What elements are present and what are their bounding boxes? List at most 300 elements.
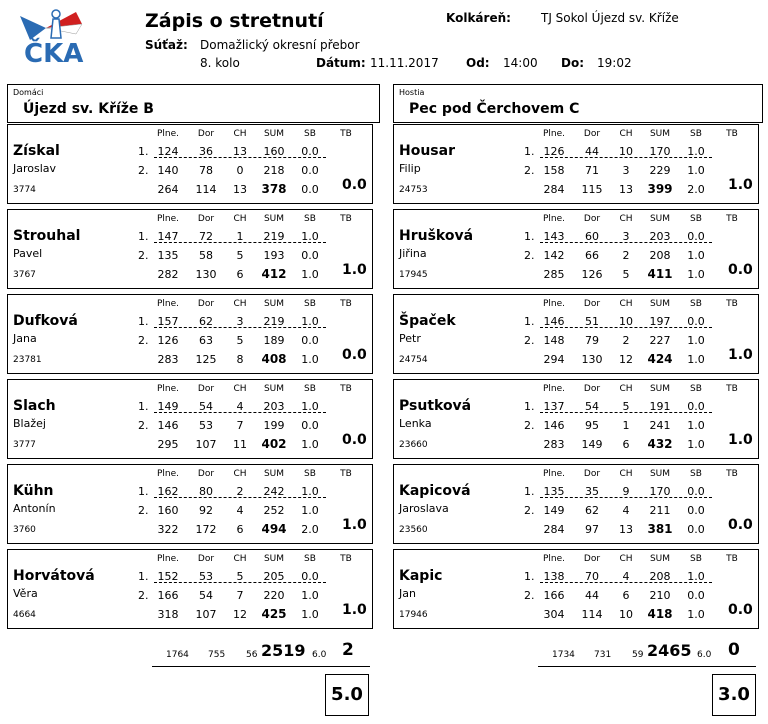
game-cell: 199 xyxy=(263,419,285,432)
column-header: TB xyxy=(340,129,352,139)
game-cell: 54 xyxy=(199,589,213,602)
total-cell: 1.0 xyxy=(687,268,705,281)
player-surname: Psutková xyxy=(399,398,472,414)
game-cell: 92 xyxy=(199,504,213,517)
total-cell: 424 xyxy=(647,352,673,366)
player-surname: Horvátová xyxy=(13,568,95,584)
total-cell: 318 xyxy=(157,608,179,621)
guest-total-underline xyxy=(538,666,756,667)
home-total-ch: 56 xyxy=(246,650,258,660)
player-first-name: Filip xyxy=(399,162,421,175)
column-header: Dor xyxy=(583,299,601,309)
game-cell: 252 xyxy=(263,504,285,517)
total-cell: 399 xyxy=(647,182,673,196)
column-header: SUM xyxy=(649,129,671,139)
column-header: TB xyxy=(726,554,738,564)
total-cell: 149 xyxy=(581,438,603,451)
player-id: 24754 xyxy=(399,355,428,365)
game-cell: 4 xyxy=(622,504,630,517)
column-header: TB xyxy=(340,214,352,224)
game-cell: 1.0 xyxy=(687,164,705,177)
game-number: 1. xyxy=(138,570,149,583)
game-cell: 71 xyxy=(585,164,599,177)
player-box xyxy=(7,124,373,204)
game-cell: 4 xyxy=(622,570,630,583)
column-header: Plne. xyxy=(156,214,180,224)
game-number: 1. xyxy=(138,400,149,413)
column-header: CH xyxy=(233,299,247,309)
column-header: SUM xyxy=(263,214,285,224)
player-surname: Strouhal xyxy=(13,228,81,244)
player-tb: 0.0 xyxy=(728,262,753,278)
column-header: Plne. xyxy=(542,214,566,224)
player-tb: 1.0 xyxy=(728,347,753,363)
game-cell: 218 xyxy=(263,164,285,177)
game-cell: 0.0 xyxy=(687,485,705,498)
total-cell: 284 xyxy=(543,523,565,536)
column-header: SB xyxy=(690,384,702,394)
game-cell: 208 xyxy=(649,570,671,583)
logo-lettering: ČKA xyxy=(24,39,84,68)
column-header: CH xyxy=(619,214,633,224)
game-cell: 189 xyxy=(263,334,285,347)
column-header: TB xyxy=(340,554,352,564)
game-number: 2. xyxy=(524,589,535,602)
guest-total-plne: 1734 xyxy=(552,650,575,660)
game-cell: 72 xyxy=(199,230,213,243)
player-first-name: Petr xyxy=(399,332,421,345)
column-header: SUM xyxy=(649,554,671,564)
game-cell: 140 xyxy=(157,164,179,177)
from-value: 14:00 xyxy=(503,56,538,70)
player-id: 24753 xyxy=(399,185,428,195)
game-number: 1. xyxy=(524,400,535,413)
game-cell: 0.0 xyxy=(301,145,319,158)
player-first-name: Jan xyxy=(399,587,416,600)
player-box xyxy=(7,464,373,544)
guest-team-box xyxy=(393,84,763,123)
game-cell: 147 xyxy=(157,230,179,243)
game-cell: 1.0 xyxy=(687,570,705,583)
total-cell: 130 xyxy=(581,353,603,366)
column-header: CH xyxy=(233,554,247,564)
column-header: Plne. xyxy=(156,299,180,309)
total-cell: 2.0 xyxy=(687,183,705,196)
total-cell: 13 xyxy=(233,183,247,196)
game-cell: 0.0 xyxy=(301,570,319,583)
game-number: 1. xyxy=(524,570,535,583)
column-header: SB xyxy=(304,129,316,139)
guest-total-sum: 2465 xyxy=(647,641,692,660)
game-cell: 138 xyxy=(543,570,565,583)
total-cell: 0.0 xyxy=(301,183,319,196)
date-label: Dátum: xyxy=(316,56,366,70)
game-cell: 78 xyxy=(199,164,213,177)
player-surname: Slach xyxy=(13,398,56,414)
game-cell: 35 xyxy=(585,485,599,498)
alley-value: TJ Sokol Újezd sv. Kříže xyxy=(541,11,679,25)
total-cell: 264 xyxy=(157,183,179,196)
game-cell: 193 xyxy=(263,249,285,262)
player-first-name: Jaroslav xyxy=(13,162,57,175)
column-header: CH xyxy=(619,469,633,479)
game-cell: 63 xyxy=(199,334,213,347)
home-total-dor: 755 xyxy=(208,650,226,660)
game-cell: 53 xyxy=(199,419,213,432)
total-cell: 1.0 xyxy=(687,608,705,621)
game-cell: 143 xyxy=(543,230,565,243)
total-cell: 126 xyxy=(581,268,603,281)
game-cell: 0.0 xyxy=(687,315,705,328)
to-label: Do: xyxy=(561,56,585,70)
game-cell: 162 xyxy=(157,485,179,498)
total-cell: 12 xyxy=(619,353,633,366)
player-box xyxy=(7,209,373,289)
game-number: 2. xyxy=(524,504,535,517)
game-cell: 0.0 xyxy=(687,400,705,413)
column-header: Dor xyxy=(197,384,215,394)
game-number: 1. xyxy=(138,145,149,158)
column-header: CH xyxy=(619,299,633,309)
game-number: 2. xyxy=(138,419,149,432)
game-cell: 0.0 xyxy=(687,589,705,602)
game-cell: 208 xyxy=(649,249,671,262)
player-surname: Housar xyxy=(399,143,455,159)
guest-total-dor: 731 xyxy=(594,650,612,660)
guest-team-name: Pec pod Čerchovem C xyxy=(409,101,580,117)
game-cell: 62 xyxy=(199,315,213,328)
total-cell: 114 xyxy=(195,183,217,196)
game-cell: 1 xyxy=(622,419,630,432)
total-cell: 1.0 xyxy=(687,353,705,366)
player-surname: Dufková xyxy=(13,313,78,329)
column-header: SUM xyxy=(263,299,285,309)
home-final-score: 5.0 xyxy=(325,674,369,716)
home-total-tb: 2 xyxy=(342,640,354,660)
game-cell: 142 xyxy=(543,249,565,262)
page-title: Zápis o stretnutí xyxy=(145,10,324,32)
game-cell: 7 xyxy=(236,589,244,602)
game-cell: 158 xyxy=(543,164,565,177)
column-header: Plne. xyxy=(542,469,566,479)
game-number: 1. xyxy=(524,230,535,243)
column-header: SUM xyxy=(649,469,671,479)
game-cell: 44 xyxy=(585,589,599,602)
player-first-name: Jaroslava xyxy=(399,502,449,515)
column-header: CH xyxy=(233,469,247,479)
game-number: 2. xyxy=(138,164,149,177)
column-header: SB xyxy=(690,129,702,139)
total-cell: 402 xyxy=(261,437,287,451)
total-cell: 107 xyxy=(195,438,217,451)
player-tb: 1.0 xyxy=(728,432,753,448)
game-cell: 5 xyxy=(236,249,244,262)
guest-role-label: Hostia xyxy=(399,88,425,97)
total-cell: 11 xyxy=(233,438,247,451)
game-number: 1. xyxy=(524,315,535,328)
total-cell: 1.0 xyxy=(687,438,705,451)
player-surname: Získal xyxy=(13,143,60,159)
player-box xyxy=(7,549,373,629)
game-cell: 36 xyxy=(199,145,213,158)
column-header: CH xyxy=(619,129,633,139)
column-header: SB xyxy=(690,469,702,479)
game-number: 1. xyxy=(138,315,149,328)
game-cell: 1.0 xyxy=(687,334,705,347)
game-cell: 149 xyxy=(543,504,565,517)
total-cell: 282 xyxy=(157,268,179,281)
total-cell: 418 xyxy=(647,607,673,621)
game-cell: 60 xyxy=(585,230,599,243)
column-header: Plne. xyxy=(542,554,566,564)
game-number: 1. xyxy=(524,485,535,498)
player-surname: Hrušková xyxy=(399,228,474,244)
column-header: Dor xyxy=(583,129,601,139)
game-cell: 146 xyxy=(157,419,179,432)
column-header: Plne. xyxy=(156,554,180,564)
game-cell: 5 xyxy=(236,570,244,583)
to-value: 19:02 xyxy=(597,56,632,70)
game-cell: 191 xyxy=(649,400,671,413)
column-header: SUM xyxy=(263,384,285,394)
column-header: Dor xyxy=(583,214,601,224)
player-box xyxy=(393,209,759,289)
player-box xyxy=(393,549,759,629)
home-total-sum: 2519 xyxy=(261,641,306,660)
guest-total-ch: 59 xyxy=(632,650,644,660)
player-first-name: Lenka xyxy=(399,417,432,430)
game-number: 2. xyxy=(138,504,149,517)
column-header: SB xyxy=(690,554,702,564)
game-cell: 211 xyxy=(649,504,671,517)
game-cell: 58 xyxy=(199,249,213,262)
game-cell: 51 xyxy=(585,315,599,328)
player-id: 4664 xyxy=(13,610,36,620)
column-header: SUM xyxy=(649,299,671,309)
game-cell: 135 xyxy=(157,249,179,262)
game-number: 2. xyxy=(138,589,149,602)
game-cell: 229 xyxy=(649,164,671,177)
column-header: SB xyxy=(304,554,316,564)
player-box xyxy=(393,124,759,204)
total-cell: 6 xyxy=(236,268,244,281)
total-cell: 1.0 xyxy=(301,268,319,281)
player-id: 23781 xyxy=(13,355,42,365)
column-header: Dor xyxy=(197,299,215,309)
game-cell: 148 xyxy=(543,334,565,347)
total-cell: 322 xyxy=(157,523,179,536)
game-cell: 0.0 xyxy=(301,249,319,262)
player-first-name: Věra xyxy=(13,587,38,600)
player-first-name: Pavel xyxy=(13,247,43,260)
game-cell: 0.0 xyxy=(301,334,319,347)
column-header: SUM xyxy=(649,214,671,224)
game-number: 2. xyxy=(524,419,535,432)
total-cell: 432 xyxy=(647,437,673,451)
total-cell: 295 xyxy=(157,438,179,451)
game-cell: 135 xyxy=(543,485,565,498)
player-id: 17946 xyxy=(399,610,428,620)
game-cell: 2 xyxy=(622,334,630,347)
column-header: Dor xyxy=(197,214,215,224)
game-cell: 1.0 xyxy=(301,485,319,498)
total-cell: 114 xyxy=(581,608,603,621)
game-cell: 3 xyxy=(622,230,630,243)
column-header: TB xyxy=(726,384,738,394)
total-cell: 115 xyxy=(581,183,603,196)
game-cell: 0.0 xyxy=(301,164,319,177)
game-cell: 160 xyxy=(263,145,285,158)
player-tb: 1.0 xyxy=(342,517,367,533)
player-id: 23560 xyxy=(399,525,428,535)
column-header: SUM xyxy=(263,469,285,479)
game-cell: 9 xyxy=(622,485,630,498)
game-cell: 7 xyxy=(236,419,244,432)
game-cell: 149 xyxy=(157,400,179,413)
game-cell: 79 xyxy=(585,334,599,347)
column-header: CH xyxy=(619,384,633,394)
home-total-sb: 6.0 xyxy=(312,650,327,660)
column-header: Dor xyxy=(197,129,215,139)
column-header: TB xyxy=(340,299,352,309)
total-cell: 1.0 xyxy=(301,608,319,621)
column-header: Plne. xyxy=(156,469,180,479)
game-cell: 95 xyxy=(585,419,599,432)
total-cell: 408 xyxy=(261,352,287,366)
game-number: 1. xyxy=(138,230,149,243)
game-cell: 227 xyxy=(649,334,671,347)
total-cell: 13 xyxy=(619,183,633,196)
game-cell: 241 xyxy=(649,419,671,432)
column-header: Dor xyxy=(583,469,601,479)
game-cell: 152 xyxy=(157,570,179,583)
game-number: 2. xyxy=(524,249,535,262)
column-header: CH xyxy=(233,214,247,224)
game-cell: 160 xyxy=(157,504,179,517)
player-first-name: Antonín xyxy=(13,502,56,515)
game-cell: 3 xyxy=(236,315,244,328)
total-cell: 378 xyxy=(261,182,287,196)
total-cell: 2.0 xyxy=(301,523,319,536)
player-tb: 1.0 xyxy=(342,262,367,278)
game-cell: 242 xyxy=(263,485,285,498)
game-cell: 5 xyxy=(236,334,244,347)
player-tb: 0.0 xyxy=(342,347,367,363)
total-cell: 1.0 xyxy=(301,438,319,451)
column-header: Plne. xyxy=(156,129,180,139)
player-tb: 1.0 xyxy=(728,177,753,193)
player-id: 3760 xyxy=(13,525,36,535)
game-cell: 146 xyxy=(543,419,565,432)
game-cell: 4 xyxy=(236,504,244,517)
game-cell: 205 xyxy=(263,570,285,583)
column-header: TB xyxy=(726,129,738,139)
player-tb: 0.0 xyxy=(342,177,367,193)
total-cell: 411 xyxy=(647,267,673,281)
player-tb: 0.0 xyxy=(342,432,367,448)
column-header: TB xyxy=(726,469,738,479)
home-team-name: Újezd sv. Kříže B xyxy=(23,101,154,117)
total-cell: 285 xyxy=(543,268,565,281)
total-cell: 130 xyxy=(195,268,217,281)
player-id: 23660 xyxy=(399,440,428,450)
player-tb: 0.0 xyxy=(728,602,753,618)
game-cell: 10 xyxy=(619,145,633,158)
game-cell: 146 xyxy=(543,315,565,328)
column-header: Plne. xyxy=(542,299,566,309)
player-tb: 1.0 xyxy=(342,602,367,618)
column-header: SB xyxy=(690,214,702,224)
from-label: Od: xyxy=(466,56,490,70)
column-header: Plne. xyxy=(542,384,566,394)
total-cell: 0.0 xyxy=(687,523,705,536)
total-cell: 425 xyxy=(261,607,287,621)
date-value: 11.11.2017 xyxy=(370,56,439,70)
game-number: 1. xyxy=(524,145,535,158)
column-header: SUM xyxy=(263,554,285,564)
total-cell: 5 xyxy=(622,268,630,281)
game-cell: 219 xyxy=(263,230,285,243)
game-cell: 0.0 xyxy=(687,504,705,517)
total-cell: 381 xyxy=(647,522,673,536)
game-cell: 1.0 xyxy=(301,589,319,602)
game-cell: 1.0 xyxy=(301,504,319,517)
column-header: SB xyxy=(304,214,316,224)
game-cell: 2 xyxy=(622,249,630,262)
home-team-box xyxy=(7,84,380,123)
column-header: SB xyxy=(304,299,316,309)
total-cell: 10 xyxy=(619,608,633,621)
total-cell: 284 xyxy=(543,183,565,196)
game-cell: 220 xyxy=(263,589,285,602)
game-cell: 166 xyxy=(543,589,565,602)
total-cell: 125 xyxy=(195,353,217,366)
player-box xyxy=(393,464,759,544)
total-cell: 494 xyxy=(261,522,287,536)
game-cell: 124 xyxy=(157,145,179,158)
game-cell: 54 xyxy=(585,400,599,413)
game-cell: 203 xyxy=(263,400,285,413)
game-cell: 137 xyxy=(543,400,565,413)
column-header: SB xyxy=(304,469,316,479)
game-cell: 54 xyxy=(199,400,213,413)
game-cell: 210 xyxy=(649,589,671,602)
total-cell: 107 xyxy=(195,608,217,621)
player-box xyxy=(7,294,373,374)
game-cell: 5 xyxy=(622,400,630,413)
player-surname: Kühn xyxy=(13,483,54,499)
player-first-name: Blažej xyxy=(13,417,46,430)
column-header: TB xyxy=(340,469,352,479)
total-cell: 12 xyxy=(233,608,247,621)
total-cell: 294 xyxy=(543,353,565,366)
column-header: Dor xyxy=(583,554,601,564)
column-header: CH xyxy=(619,554,633,564)
guest-total-tb: 0 xyxy=(728,640,740,660)
game-cell: 3 xyxy=(622,164,630,177)
total-cell: 13 xyxy=(619,523,633,536)
game-cell: 1.0 xyxy=(301,230,319,243)
game-cell: 70 xyxy=(585,570,599,583)
column-header: TB xyxy=(726,299,738,309)
total-cell: 172 xyxy=(195,523,217,536)
game-number: 1. xyxy=(138,485,149,498)
player-surname: Kapicová xyxy=(399,483,471,499)
player-first-name: Jiřina xyxy=(399,247,427,260)
column-header: TB xyxy=(726,214,738,224)
game-cell: 13 xyxy=(233,145,247,158)
player-surname: Špaček xyxy=(399,313,456,329)
